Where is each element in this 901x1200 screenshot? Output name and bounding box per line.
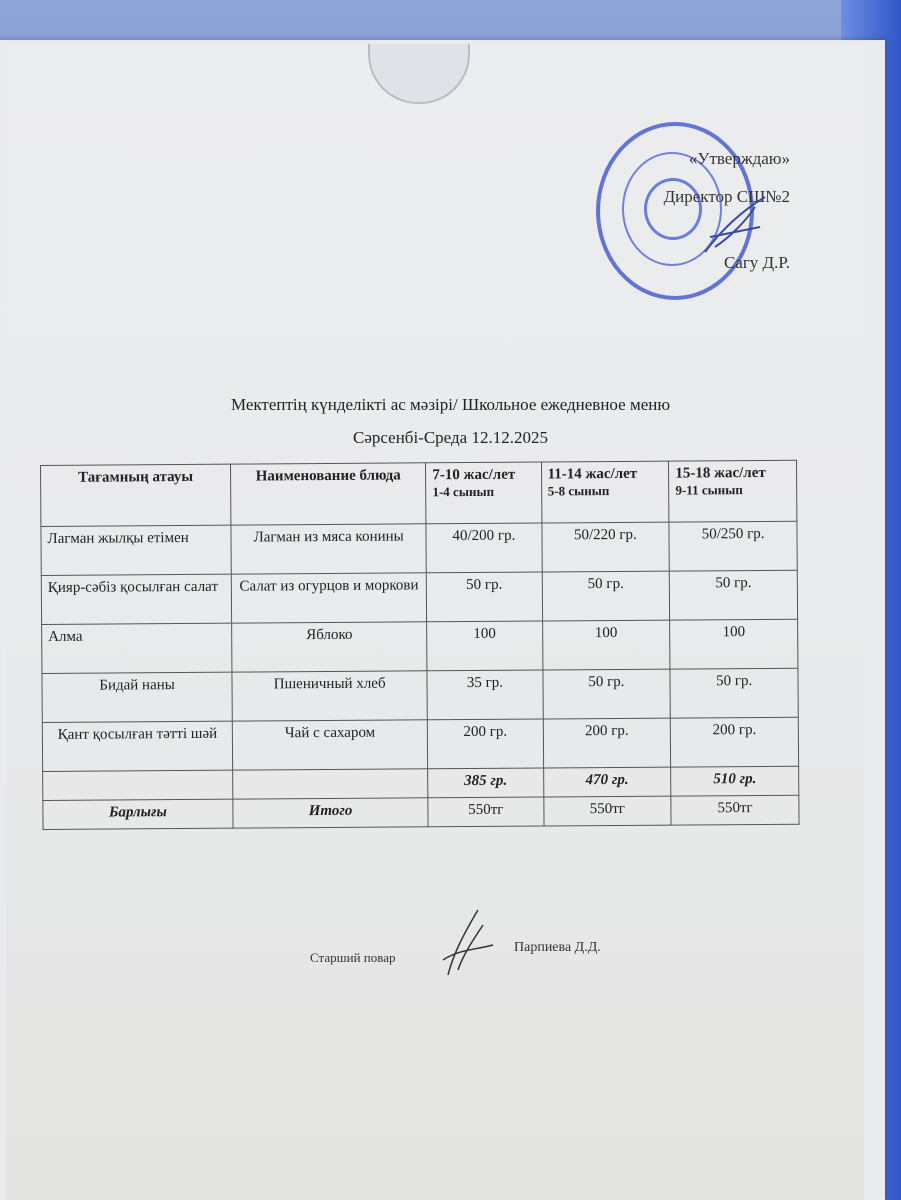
menu-table: [40, 460, 800, 830]
col-header-age-3-label: 15-18 жас/лет: [675, 464, 766, 482]
portion-age-3: 50 гр.: [670, 668, 798, 718]
dish-ru: Салат из огурцов и моркови: [231, 573, 427, 623]
dish-ru: Чай с сахаром: [232, 720, 428, 770]
chef-signature-icon: [438, 905, 498, 980]
col-header-age-1: [426, 462, 542, 524]
col-header-age-2-label: 11-14 жас/лет: [547, 465, 638, 483]
chef-name: Парпиева Д.Д.: [514, 940, 601, 955]
portion-age-3: 100: [670, 619, 798, 669]
subtotal-age-3: 510 гр.: [671, 766, 799, 796]
col-header-age-2: [541, 461, 669, 523]
col-header-ru: Наименование блюда: [231, 463, 427, 525]
total-price-age-2: 550тг: [543, 796, 671, 826]
table-row: [42, 619, 798, 673]
dish-ru: Пшеничный хлеб: [232, 671, 428, 721]
dish-kz: Лагман жылқы етімен: [41, 525, 231, 575]
portion-age-1: 50 гр.: [427, 572, 543, 622]
portion-age-1: 35 гр.: [427, 670, 543, 720]
director-signature-icon: [700, 192, 770, 262]
total-label-ru: Итого: [233, 798, 428, 828]
table-row: [41, 521, 797, 575]
date-line: Сәрсенбі-Среда 12.12.2025: [353, 428, 548, 447]
chef-title: Старший повар: [310, 950, 396, 965]
portion-age-1: 200 гр.: [428, 719, 544, 769]
director-label: Директор СШ№2: [663, 187, 790, 206]
col-header-age-1-label: 7-10 жас/лет: [432, 466, 516, 484]
page-title: Мектептің күнделікті ас мәзірі/ Школьное ежедневное меню: [230, 395, 671, 414]
total-price-age-3: 550тг: [671, 795, 799, 825]
table-row: [41, 570, 797, 624]
portion-age-3: 50/250 гр.: [669, 521, 797, 571]
portion-age-2: 50/220 гр.: [541, 522, 669, 572]
portion-age-2: 50 гр.: [542, 669, 670, 719]
subtotal-empty-ru: [233, 769, 428, 799]
col-header-age-2-sub: 5-8 сынып: [547, 483, 610, 499]
total-row: [43, 795, 799, 829]
portion-age-3: 50 гр.: [669, 570, 797, 620]
dish-kz: Қант қосылған тәтті шәй: [42, 721, 232, 771]
col-header-kz: Тағамның атауы: [41, 464, 231, 526]
subtotal-age-2: 470 гр.: [543, 767, 671, 797]
table-row: [42, 717, 798, 771]
portion-age-2: 50 гр.: [542, 571, 670, 621]
subtotal-age-1: 385 гр.: [428, 768, 543, 798]
portion-age-2: 100: [542, 620, 670, 670]
col-header-age-1-sub: 1-4 сынып: [432, 483, 495, 500]
table-row: [42, 668, 798, 722]
portion-age-1: 40/200 гр.: [426, 523, 542, 573]
approve-label: «Утверждаю»: [688, 149, 790, 168]
portion-age-3: 200 гр.: [671, 717, 799, 767]
table-header-row: [41, 460, 797, 526]
total-price-age-1: 550тг: [428, 797, 543, 827]
col-header-age-3-sub: 9-11 сынып: [675, 482, 743, 498]
subtotal-empty-kz: [43, 770, 233, 800]
dish-ru: Яблоко: [232, 622, 428, 672]
portion-age-2: 200 гр.: [543, 718, 671, 768]
dish-ru: Лагман из мяса конины: [231, 524, 427, 574]
dish-kz: Алма: [42, 623, 232, 673]
total-label-kz: Барлығы: [43, 799, 233, 829]
col-header-age-3: [669, 460, 797, 522]
portion-age-1: 100: [427, 621, 543, 671]
director-name: Сагу Д.Р.: [723, 253, 790, 272]
dish-kz: Бидай наны: [42, 672, 232, 722]
dish-kz: Қияр-сәбіз қосылған салат: [41, 574, 231, 624]
